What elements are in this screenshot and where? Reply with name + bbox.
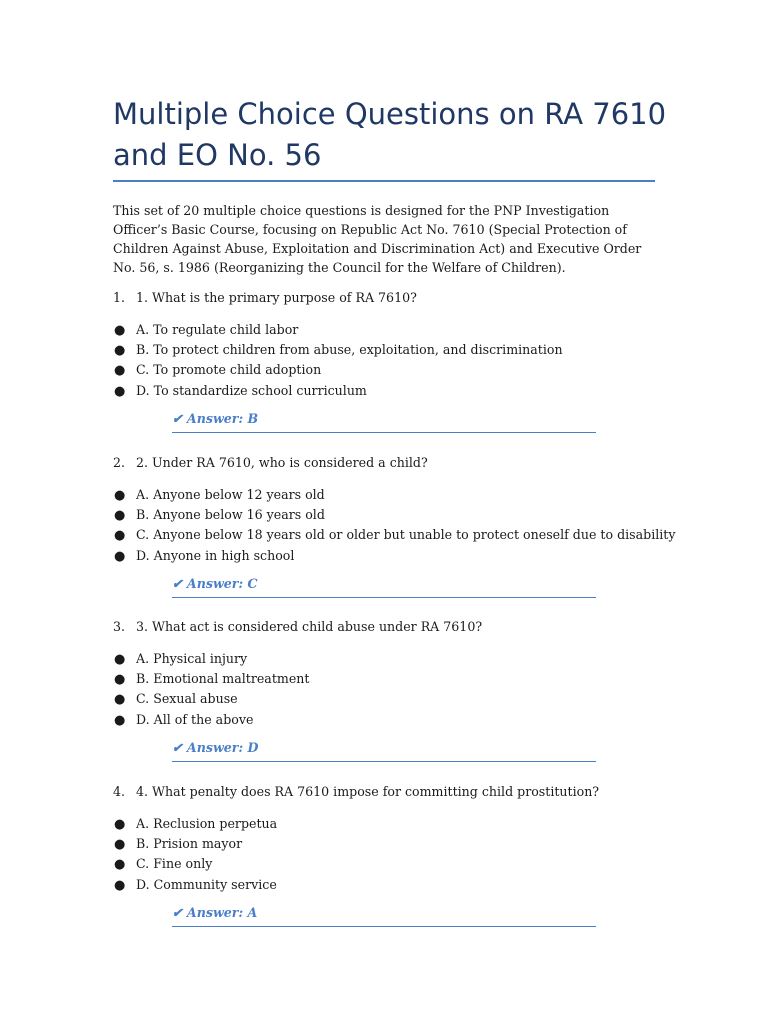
bullet-icon: ●	[114, 877, 126, 893]
option: ● B. Anyone below 16 years old	[113, 505, 675, 525]
option: ● A. Physical injury	[113, 649, 309, 669]
bullet-icon: ●	[114, 672, 126, 688]
option-list	[113, 485, 675, 566]
question-3	[113, 617, 673, 755]
question-text	[113, 453, 673, 472]
option-list	[113, 320, 563, 401]
bullet-icon: ●	[114, 343, 126, 359]
bullet-icon: ●	[114, 857, 126, 873]
option: ● A. To regulate child labor	[113, 320, 563, 340]
question-stem: 4. What penalty does RA 7610 impose for committing child prostitution?	[136, 784, 600, 799]
page-title: Multiple Choice Questions on RA 7610 and EO No. 56	[113, 97, 667, 172]
question-number: 3.	[113, 619, 126, 634]
question-stem: 3. What act is considered child abuse under RA 7610?	[136, 619, 483, 634]
answer-line: ✔ Answer: B	[172, 409, 596, 433]
bullet-icon: ●	[114, 817, 126, 832]
option-list	[113, 814, 277, 895]
question-4	[113, 782, 673, 920]
option: ● B. Emotional maltreatment	[113, 669, 309, 689]
answer-line: ✔ Answer: A	[172, 903, 596, 927]
intro-paragraph: This set of 20 multiple choice questions is designed for the PNP Investigation Officer’s Basic Course, focusing on Republic Act No. 7610 (Special Protection of Children Against Abuse, Exploitation and Discrimination Act) and Executive Order No. 56, s. 1986 (Reorganizing the Council for the Welfare of Children).	[113, 203, 642, 275]
question-text	[113, 288, 673, 307]
option: ● B. To protect children from abuse, exploitation, and discrimination	[113, 340, 563, 360]
option: ● D. To standardize school curriculum	[113, 381, 563, 401]
question-number: 2.	[113, 455, 126, 470]
bullet-icon: ●	[114, 528, 126, 544]
bullet-icon: ●	[114, 323, 126, 338]
option: ● C. Sexual abuse	[113, 689, 309, 709]
bullet-icon: ●	[114, 383, 126, 399]
answer-line: ✔ Answer: C	[172, 574, 596, 598]
question-text	[113, 617, 673, 636]
question-stem: 1. What is the primary purpose of RA 7610?	[136, 290, 417, 305]
bullet-icon: ●	[114, 508, 126, 524]
option: ● B. Prision mayor	[113, 834, 277, 854]
question-text	[113, 782, 673, 801]
option: ● A. Anyone below 12 years old	[113, 485, 675, 505]
title-underline	[113, 180, 655, 182]
option: ● C. To promote child adoption	[113, 360, 563, 380]
question-number: 1.	[113, 290, 126, 305]
question-stem: 2. Under RA 7610, who is considered a child?	[136, 455, 428, 470]
option-list	[113, 649, 309, 730]
option: ● D. All of the above	[113, 710, 309, 730]
option: ● C. Fine only	[113, 854, 277, 874]
bullet-icon: ●	[114, 488, 126, 503]
option: ● D. Community service	[113, 875, 277, 895]
question-2	[113, 453, 676, 591]
bullet-icon: ●	[114, 837, 126, 853]
option: ● C. Anyone below 18 years old or older but unable to protect oneself due to disability	[113, 525, 675, 545]
option: ● D. Anyone in high school	[113, 546, 675, 566]
bullet-icon: ●	[114, 363, 126, 379]
bullet-icon: ●	[114, 712, 126, 728]
bullet-icon: ●	[114, 652, 126, 667]
question-number: 4.	[113, 784, 126, 799]
option: ● A. Reclusion perpetua	[113, 814, 277, 834]
bullet-icon: ●	[114, 548, 126, 564]
answer-line: ✔ Answer: D	[172, 738, 596, 762]
bullet-icon: ●	[114, 692, 126, 708]
question-1	[113, 288, 673, 426]
